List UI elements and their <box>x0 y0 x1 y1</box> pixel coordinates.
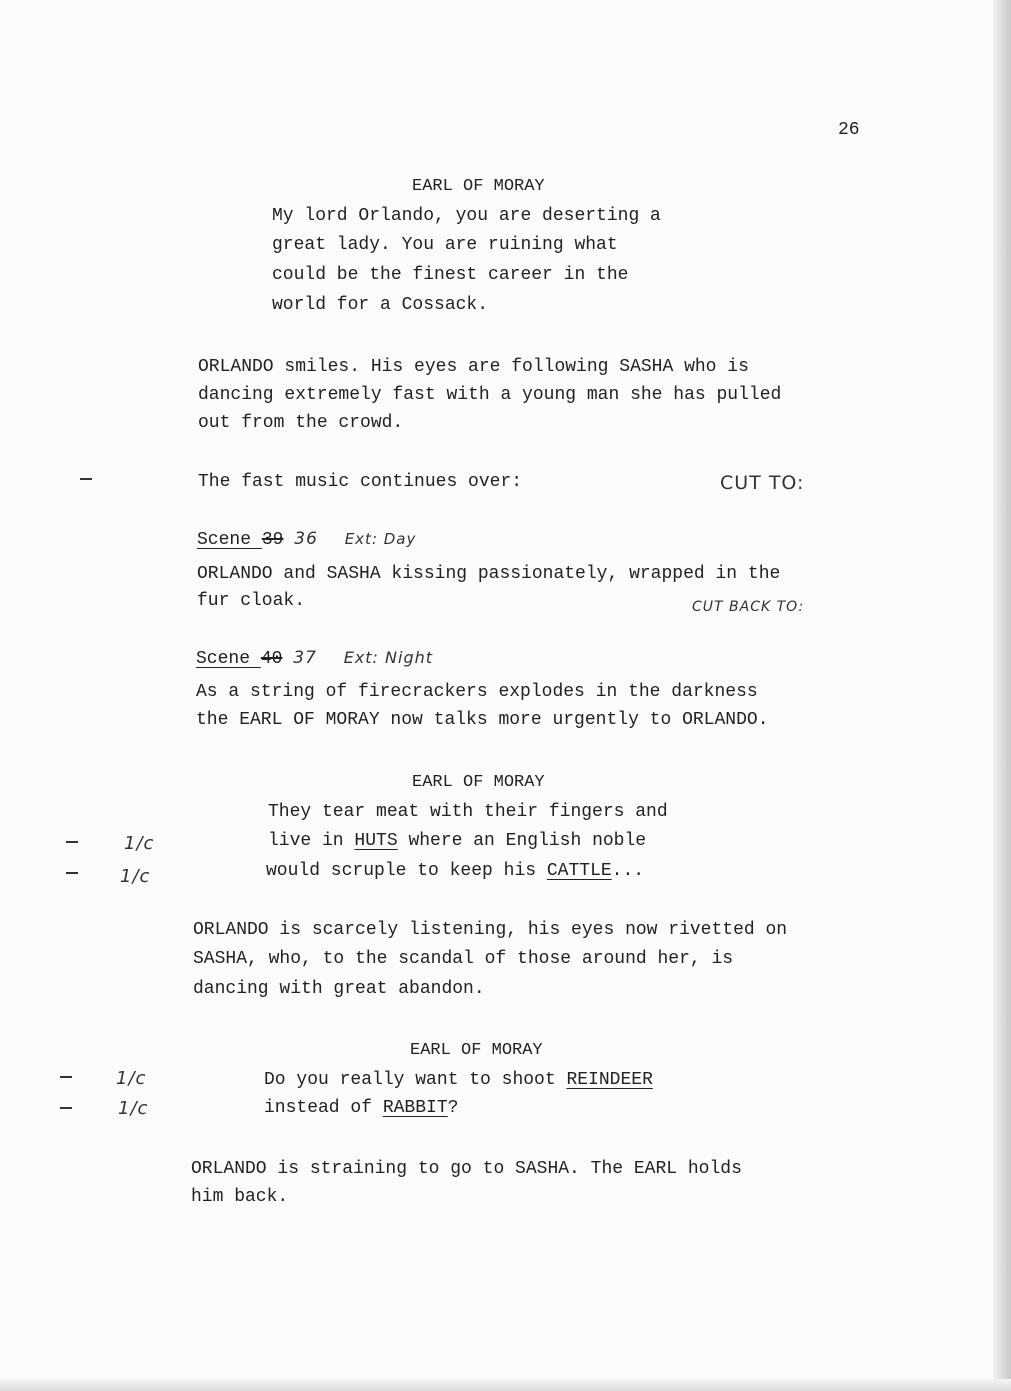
handwritten-cut-back-to: CUT BACK TO: <box>692 599 805 615</box>
dialogue-text: ? <box>447 1098 459 1118</box>
dialogue-line <box>268 832 646 850</box>
margin-dash-mark <box>60 1107 72 1109</box>
margin-note: 1/c <box>120 866 151 887</box>
margin-dash-mark <box>66 872 78 874</box>
action-line: the EARL OF MORAY now talks more urgently to ORLANDO. <box>196 710 769 730</box>
action-line: ORLANDO and SASHA kissing passionately, wrapped in the <box>197 564 781 584</box>
dialogue-line: My lord Orlando, you are deserting a <box>272 206 661 226</box>
scene-heading <box>196 650 433 668</box>
underlined-word: HUTS <box>354 831 398 851</box>
margin-note: 1/c <box>124 833 155 854</box>
action-line: dancing extremely fast with a young man she has pulled <box>198 385 782 405</box>
character-name: EARL OF MORAY <box>412 773 545 792</box>
margin-dash-mark <box>66 841 78 843</box>
handwritten-cut-to: CUT TO: <box>720 472 805 494</box>
margin-note: 1/c <box>116 1068 147 1089</box>
underlined-word: CATTLE <box>546 861 612 881</box>
action-line: ORLANDO is straining to go to SASHA. The EARL holds <box>191 1159 742 1179</box>
margin-note: 1/c <box>118 1098 149 1119</box>
action-line: dancing with great abandon. <box>193 979 485 999</box>
dialogue-line: could be the finest career in the <box>272 265 629 285</box>
dialogue-line <box>264 1071 653 1089</box>
underlined-word: RABBIT <box>382 1098 448 1118</box>
margin-dash-mark <box>80 478 92 480</box>
page-edge-right <box>993 0 1011 1391</box>
underlined-word: REINDEER <box>566 1070 653 1090</box>
character-name: EARL OF MORAY <box>410 1041 543 1060</box>
dialogue-line: world for a Cossack. <box>272 295 489 315</box>
scene-slug: Ext: Day <box>344 530 417 548</box>
action-line: him back. <box>191 1187 289 1207</box>
dialogue-text: would scruple to keep his <box>266 861 547 881</box>
dialogue-line: great lady. You are ruining what <box>272 235 618 255</box>
page-edge-bottom <box>0 1379 1011 1391</box>
dialogue-text: Do you really want to shoot <box>264 1070 567 1090</box>
action-line: The fast music continues over: <box>198 472 523 492</box>
action-line: ORLANDO is scarcely listening, his eyes now rivetted on <box>193 920 788 940</box>
dialogue-text: ... <box>611 861 645 881</box>
action-line: out from the crowd. <box>198 413 404 433</box>
scene-new-number: 37 <box>293 648 317 668</box>
character-name: EARL OF MORAY <box>412 177 545 196</box>
action-line: SASHA, who, to the scandal of those around her, is <box>193 949 734 969</box>
dialogue-text: live in <box>268 831 355 851</box>
scene-old-number: 40 <box>260 649 283 669</box>
scene-new-number: 36 <box>294 529 318 549</box>
dialogue-line <box>266 862 644 880</box>
scene-label: Scene <box>197 530 252 550</box>
dialogue-line <box>264 1099 458 1117</box>
page-number: 26 <box>838 120 860 140</box>
scene-heading <box>197 531 416 549</box>
scene-label: Scene <box>196 649 251 669</box>
action-line: fur cloak. <box>197 591 306 611</box>
dialogue-text: instead of <box>264 1098 383 1118</box>
action-line: As a string of firecrackers explodes in the darkness <box>196 682 758 702</box>
scene-slug: Ext: Night <box>343 648 434 667</box>
dialogue-text: where an English noble <box>397 831 647 851</box>
dialogue-line: They tear meat with their fingers and <box>268 802 668 822</box>
margin-dash-mark <box>60 1076 72 1078</box>
scene-old-number: 39 <box>261 530 284 550</box>
action-line: ORLANDO smiles. His eyes are following SASHA who is <box>198 357 749 377</box>
